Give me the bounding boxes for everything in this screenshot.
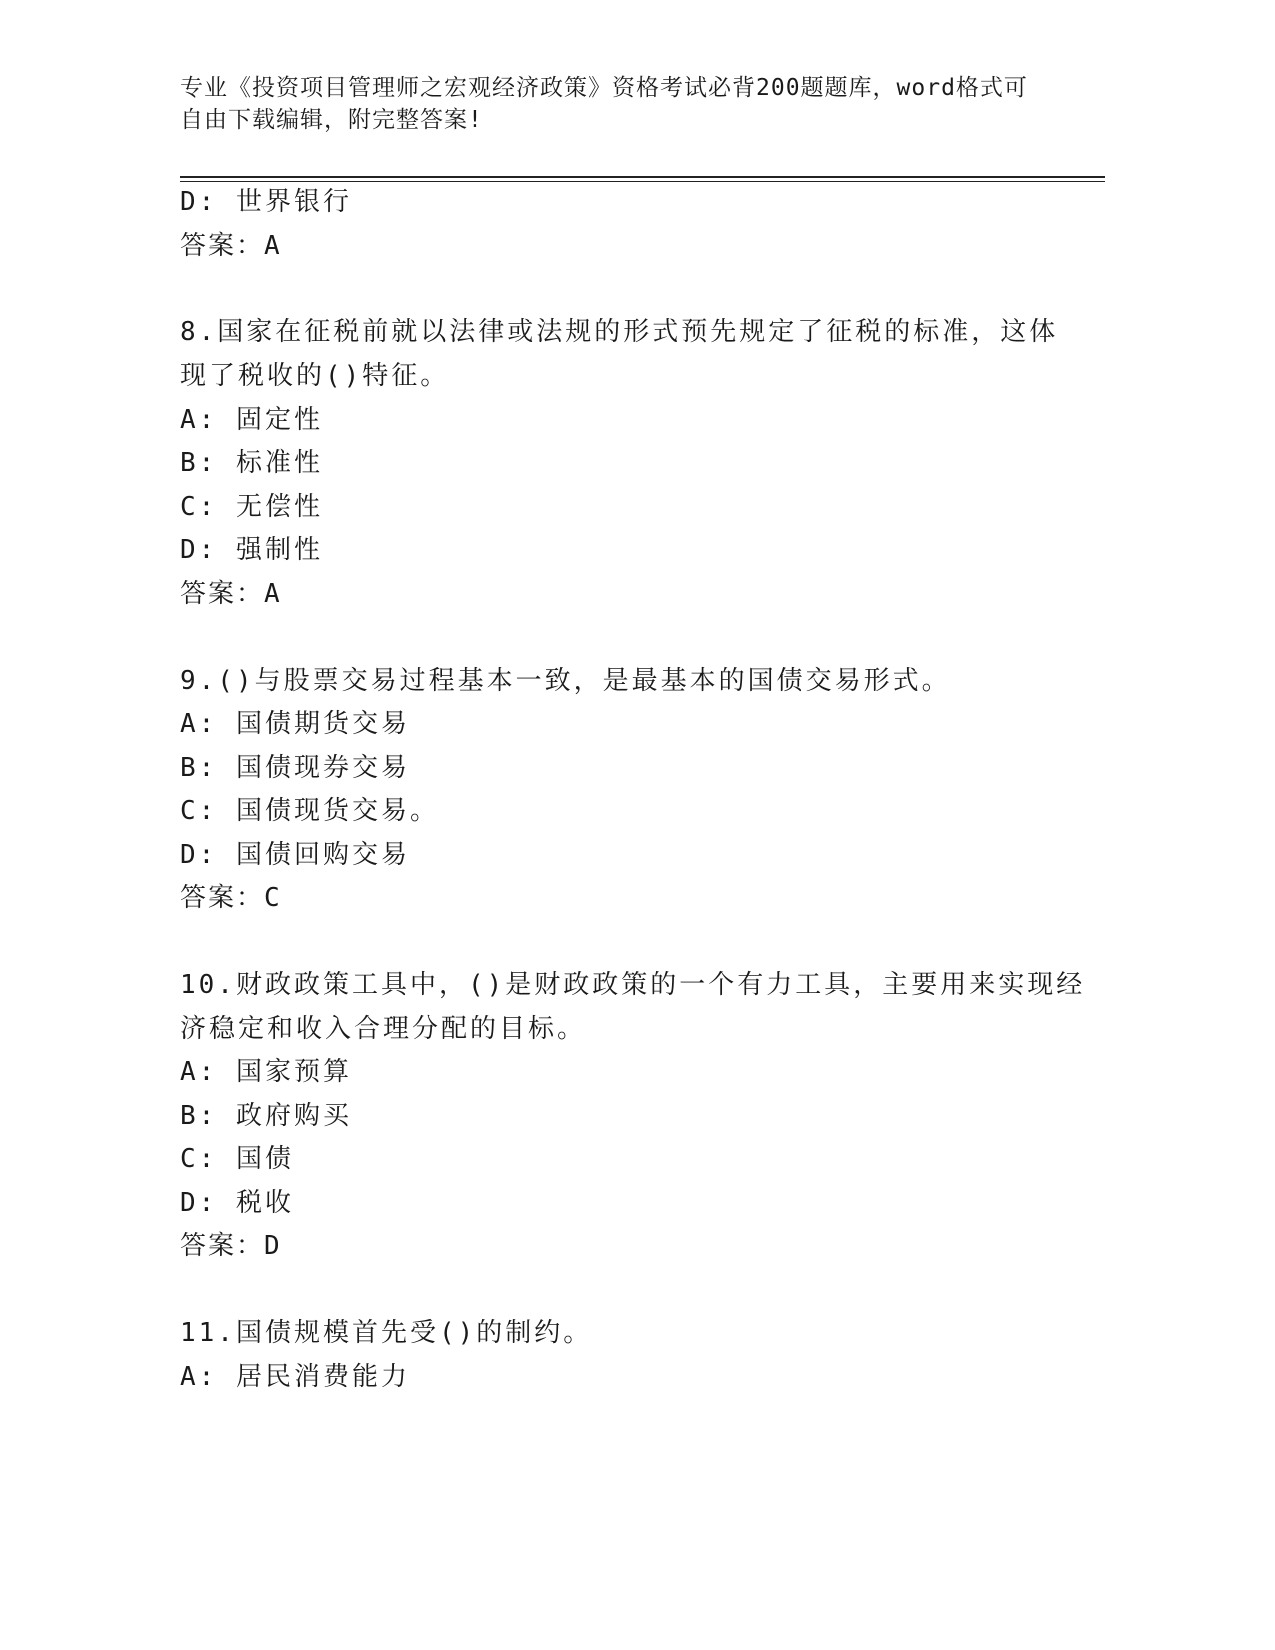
q9-stem-line1: 9.()与股票交易过程基本一致，是最基本的国债交易形式。 <box>180 666 951 696</box>
q11-stem-line1: 11.国债规模首先受()的制约。 <box>180 1318 593 1348</box>
header-divider <box>180 176 1105 178</box>
q10-answer: 答案：D <box>180 1231 282 1261</box>
q8-answer: 答案：A <box>180 579 282 609</box>
q8-stem-line2: 现了税收的()特征。 <box>180 361 450 391</box>
q8-option-b: B: 标准性 <box>180 448 323 478</box>
header-title-line2: 自由下载编辑，附完整答案! <box>180 107 483 133</box>
q10-option-d: D: 税收 <box>180 1188 294 1218</box>
prev-option-d: D: 世界银行 <box>180 187 352 217</box>
q9-option-c: C: 国债现货交易。 <box>180 796 439 826</box>
header-title-line1: 专业《投资项目管理师之宏观经济政策》资格考试必背200题题库，word格式可 <box>180 75 1028 101</box>
q9-option-b: B: 国债现券交易 <box>180 753 410 783</box>
q10-stem-line2: 济稳定和收入合理分配的目标。 <box>180 1014 587 1044</box>
q8-option-d: D: 强制性 <box>180 535 323 565</box>
q9-option-a: A: 国债期货交易 <box>180 709 410 739</box>
q9-answer: 答案：C <box>180 883 282 913</box>
document-header <box>180 72 1060 136</box>
q10-option-a: A: 国家预算 <box>180 1057 352 1087</box>
q10-stem-line1: 10.财政政策工具中，()是财政政策的一个有力工具，主要用来实现经 <box>180 970 1086 1000</box>
q8-stem-line1: 8.国家在征税前就以法律或法规的形式预先规定了征税的标准，这体 <box>180 317 1059 347</box>
q9-option-d: D: 国债回购交易 <box>180 840 410 870</box>
q10-option-c: C: 国债 <box>180 1144 294 1174</box>
q11-option-a: A: 居民消费能力 <box>180 1362 410 1392</box>
q8-option-c: C: 无偿性 <box>180 492 323 522</box>
q8-option-a: A: 固定性 <box>180 405 323 435</box>
prev-answer: 答案：A <box>180 231 282 261</box>
q10-option-b: B: 政府购买 <box>180 1101 352 1131</box>
